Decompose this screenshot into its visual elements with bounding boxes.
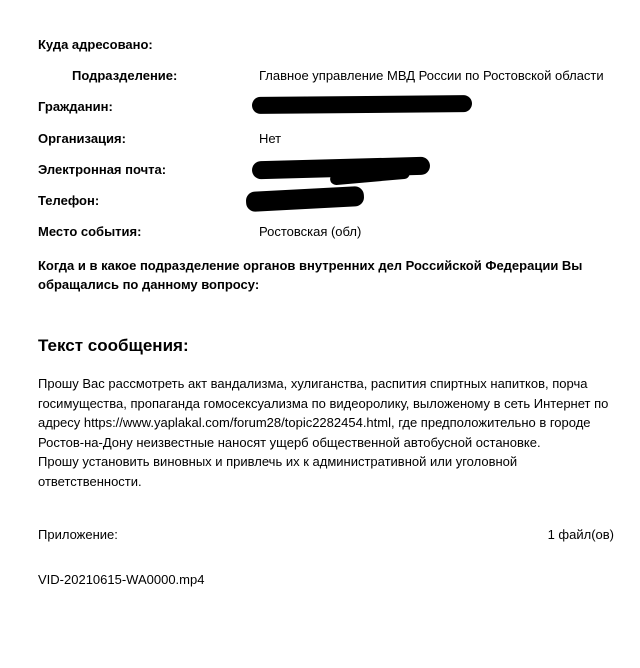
message-title: Текст сообщения: [38, 336, 189, 355]
message-line: ответственности. [38, 473, 142, 489]
attachment-count: 1 файл(ов) [547, 527, 614, 542]
message-body [38, 374, 618, 491]
phone-redaction [246, 186, 365, 212]
message-line: Прошу Вас рассмотреть акт вандализма, хулиганства, распития спиртных напитков, порча [38, 376, 588, 391]
phone-label: Телефон: [38, 193, 100, 208]
organization-label: Организация: [38, 131, 126, 146]
event-place-value: Ростовская (обл) [259, 224, 362, 239]
message-line: адресу https://www.yaplakal.com/forum28/topic2282454.html, где предположительно в городе [38, 415, 591, 430]
message-line: Прошу установить виновных и привлечь их к административной или уголовной [38, 454, 518, 469]
attachment-label: Приложение: [38, 527, 118, 542]
email-label: Электронная почта: [38, 162, 167, 177]
message-line: Ростов-на-Дону неизвестные наносят ущерб общественной автобусной остановке. [38, 434, 541, 450]
division-label: Подразделение: [72, 68, 178, 83]
citizen-redaction [252, 95, 472, 114]
addressed-heading: Куда адресовано: [38, 37, 153, 52]
event-place-label: Место события: [38, 224, 142, 239]
organization-value: Нет [259, 131, 282, 146]
division-value: Главное управление МВД России по Ростовской области [259, 68, 604, 83]
contact-history-question: Когда и в какое подразделение органов внутренних дел Российской Федерации Вы обращались по данному вопросу: [38, 258, 583, 292]
citizen-label: Гражданин: [38, 99, 113, 114]
message-line: госимущества, пропаганда гомосексуализма по видеоролику, выложеному в сеть Интернет по [38, 395, 609, 411]
attachment-file-link[interactable]: VID-20210615-WA0000.mp4 [38, 572, 205, 587]
